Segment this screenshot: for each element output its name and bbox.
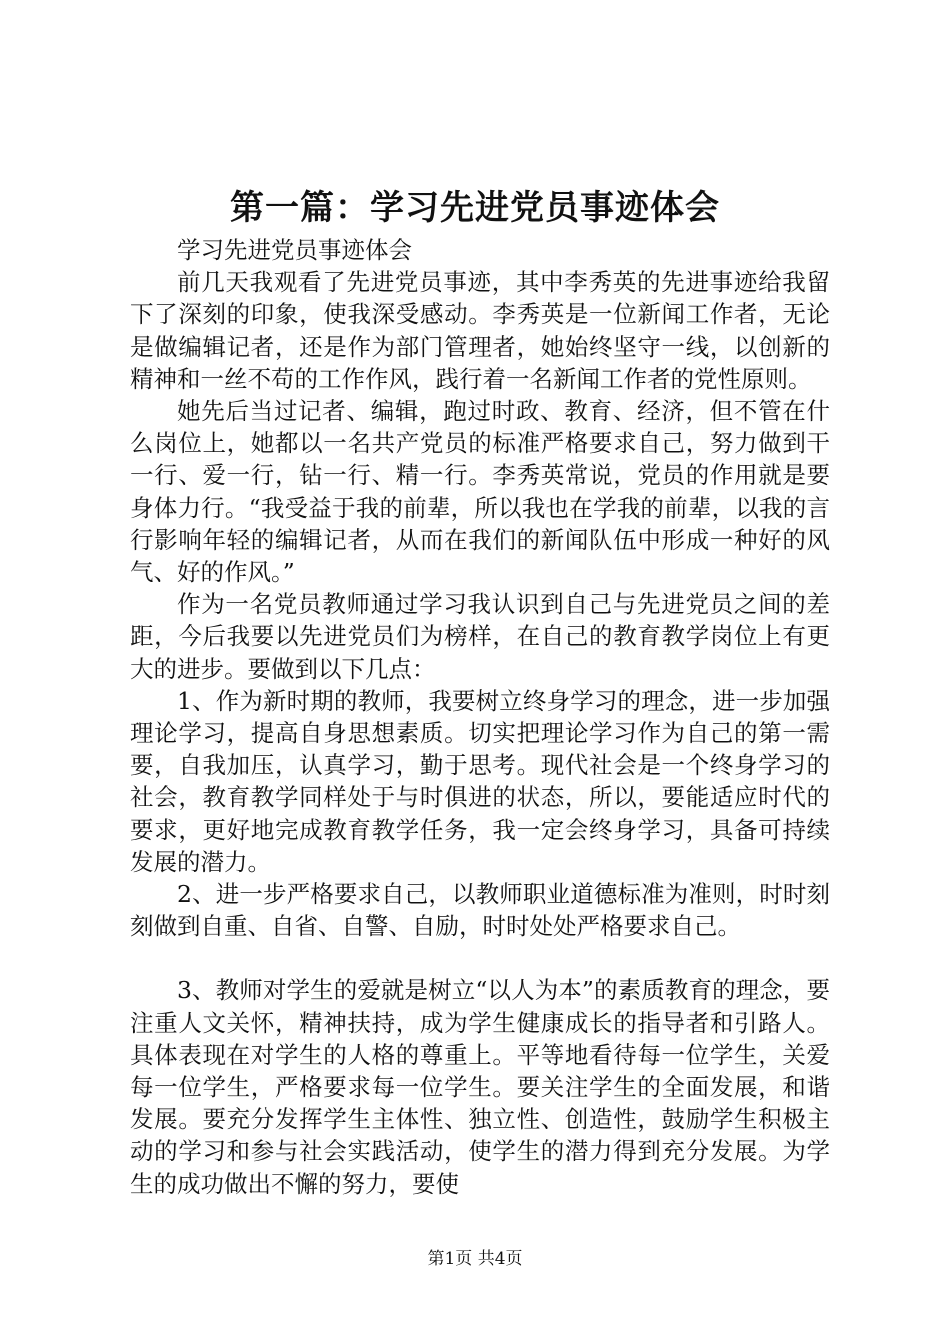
paragraph-4: 1、作为新时期的教师，我要树立终身学习的理念，进一步加强理论学习，提高自身思想素质。切实把理论学习作为自己的第一需要，自我加压，认真学习，勤于思考。现代社会是一个终身学习的社会，教育教学同样处于与时俱进的状态，所以，要能适应时代的要求，更好地完成教育教学任务，我一定会终身学习，具备可持续发展的潜力。 — [130, 686, 830, 876]
paragraph-6: 3、教师对学生的爱就是树立“以人为本”的素质教育的理念，要注重人文关怀，精神扶持，成为学生健康成长的指导者和引路人。具体表现在对学生的人格的尊重上。平等地看待每一位学生，关爱每一位学生，严格要求每一位学生。要关注学生的全面发展，和谐发展。要充分发挥学生主体性、独立性、创造性，鼓励学生积极主动的学习和参与社会实践活动，使学生的潜力得到充分发展。为学生的成功做出不懈的努力，要使 — [130, 976, 830, 1198]
page-footer: 第1页 共4页 — [427, 1249, 523, 1269]
paragraph-subtitle: 学习先进党员事迹体会 — [177, 236, 412, 264]
paragraph-3: 作为一名党员教师通过学习我认识到自己与先进党员之间的差距，今后我要以先进党员们为榜样，在自己的教育教学岗位上有更大的进步。要做到以下几点： — [130, 590, 830, 683]
paragraph-2: 她先后当过记者、编辑，跑过时政、教育、经济，但不管在什么岗位上，她都以一名共产党员的标准严格要求自己，努力做到干一行、爱一行，钻一行、精一行。李秀英常说，党员的作用就是要身体力行。“我受益于我的前辈，所以我也在学我的前辈，以我的言行影响年轻的编辑记者，从而在我们的新闻队伍中形成一种好的风气、好的作风。” — [130, 397, 830, 587]
document-body — [130, 234, 830, 1200]
paragraph-1: 前几天我观看了先进党员事迹，其中李秀英的先进事迹给我留下了深刻的印象，使我深受感动。李秀英是一位新闻工作者，无论是做编辑记者，还是作为部门管理者，她始终坚守一线，以创新的精神和一丝不苟的工作作风，践行着一名新闻工作者的党性原则。 — [130, 268, 830, 393]
document-title: 第一篇：学习先进党员事迹体会 — [230, 188, 720, 228]
paragraph-5: 2、进一步严格要求自己，以教师职业道德标准为准则，时时刻刻做到自重、自省、自警、自励，时时处处严格要求自己。 — [130, 880, 830, 941]
